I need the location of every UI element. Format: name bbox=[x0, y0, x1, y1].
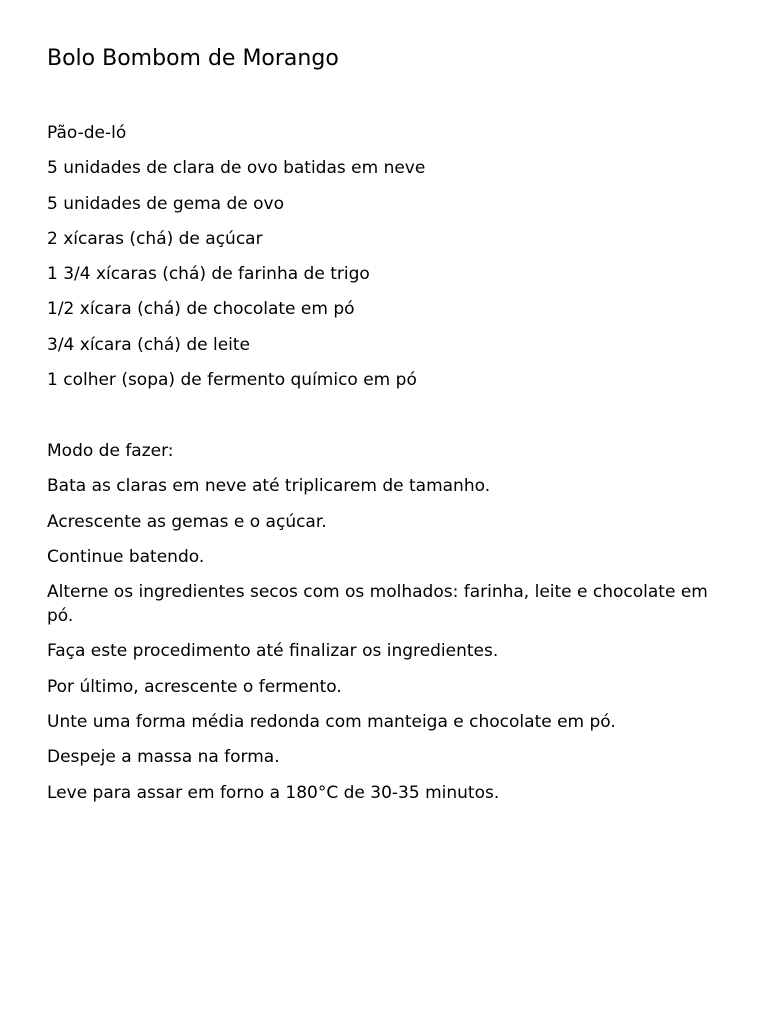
method-step: Faça este procedimento até finalizar os ingredientes. bbox=[47, 641, 499, 662]
ingredient-item: 5 unidades de gema de ovo bbox=[47, 193, 285, 214]
method-step: Despeje a massa na forma. bbox=[47, 747, 280, 768]
ingredient-item: 3/4 xícara (chá) de leite bbox=[47, 334, 251, 355]
ingredients-heading: Pão-de-ló bbox=[47, 123, 127, 143]
ingredient-item: 1 colher (sopa) de fermento químico em pó bbox=[47, 370, 417, 391]
method-heading: Modo de fazer: bbox=[47, 441, 174, 461]
method-step: Unte uma forma média redonda com manteiga e chocolate em pó. bbox=[47, 712, 616, 733]
method-step: Alterne os ingredientes secos com os molhados: farinha, leite e chocolate em pó. bbox=[47, 582, 708, 627]
ingredients-section bbox=[47, 121, 708, 403]
ingredient-item: 5 unidades de clara de ovo batidas em neve bbox=[47, 158, 426, 179]
method-section bbox=[47, 439, 708, 816]
ingredient-item: 1 3/4 xícaras (chá) de farinha de trigo bbox=[47, 264, 370, 285]
method-step: Leve para assar em forno a 180°C de 30-35 minutos. bbox=[47, 782, 500, 803]
method-step: Bata as claras em neve até triplicarem de tamanho. bbox=[47, 476, 491, 497]
method-step: Continue batendo. bbox=[47, 546, 205, 567]
ingredient-item: 1/2 xícara (chá) de chocolate em pó bbox=[47, 299, 355, 320]
method-step: Acrescente as gemas e o açúcar. bbox=[47, 511, 327, 532]
recipe-title: Bolo Bombom de Morango bbox=[47, 46, 339, 71]
ingredient-item: 2 xícaras (chá) de açúcar bbox=[47, 228, 263, 249]
method-step: Por último, acrescente o fermento. bbox=[47, 676, 342, 697]
